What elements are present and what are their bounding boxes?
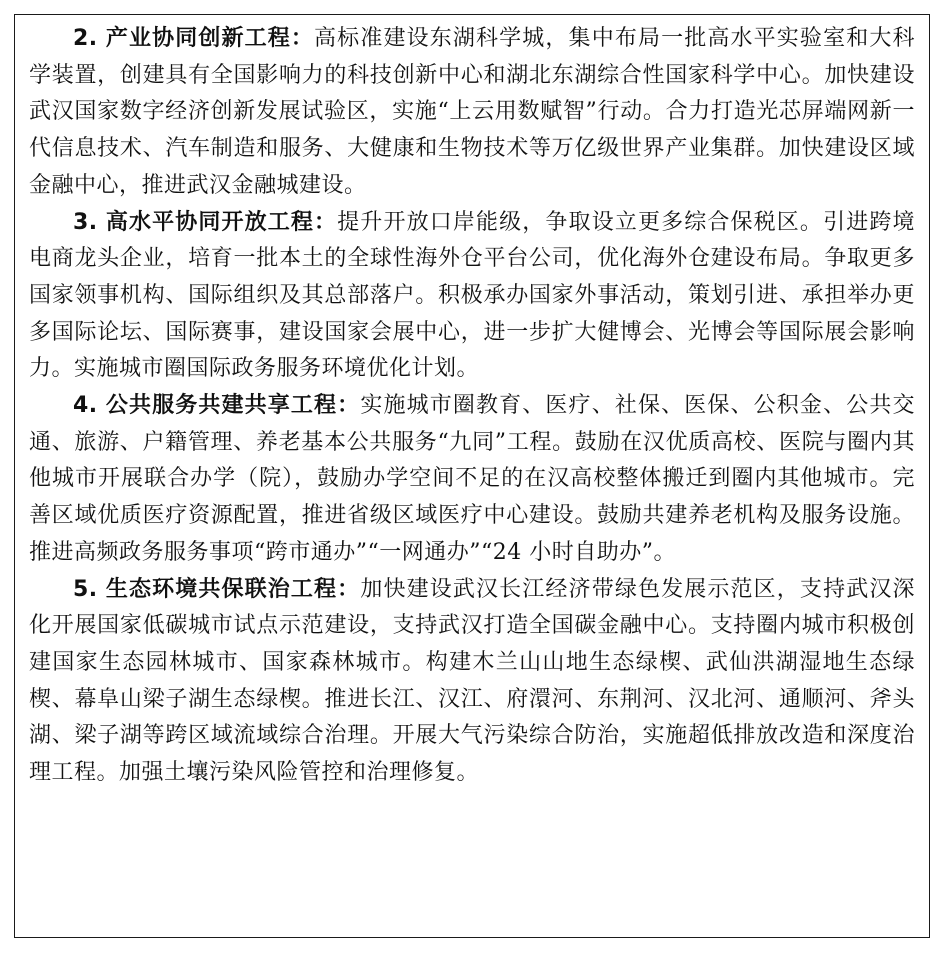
section-body: 加快建设武汉长江经济带绿色发展示范区，支持武汉深化开展国家低碳城市试点示范建设，支持武汉打造全国碳金融中心。支持圈内城市积极创建国家生态园林城市、国家森林城市。构建木兰山山地生态绿楔、武仙洪湖湿地生态绿楔、幕阜山梁子湖生态绿楔。推进长江、汉江、府澴河、东荆河、汉北河、通顺河、斧头湖、梁子湖等跨区域流域综合治理。开展大气污染综合防治，实施超低排放改造和深度治理工程。加强土壤污染风险管控和治理修复。 — [29, 576, 915, 786]
section-title: 生态环境共保联治工程： — [105, 576, 361, 602]
section-2 — [29, 21, 915, 205]
section-title: 公共服务共建共享工程： — [105, 393, 361, 419]
document-frame — [14, 14, 930, 938]
section-body: 高标准建设东湖科学城，集中布局一批高水平实验室和大科学装置，创建具有全国影响力的科技创新中心和湖北东湖综合性国家科学中心。加快建设武汉国家数字经济创新发展试验区，实施“上云用数赋智”行动。合力打造光芯屏端网新一代信息技术、汽车制造和服务、大健康和生物技术等万亿级世界产业集群。加快建设区域金融中心，推进武汉金融城建设。 — [29, 26, 915, 198]
section-number: 4. — [73, 393, 98, 419]
section-body: 提升开放口岸能级，争取设立更多综合保税区。引进跨境电商龙头企业，培育一批本土的全球性海外仓平台公司，优化海外仓建设布局。争取更多国家领事机构、国际组织及其总部落户。积极承办国家外事活动，策划引进、承担举办更多国际论坛、国际赛事，建设国家会展中心，进一步扩大健博会、光博会等国际展会影响力。实施城市圈国际政务服务环境优化计划。 — [29, 209, 915, 382]
section-3 — [29, 205, 915, 389]
section-title: 高水平协同开放工程： — [105, 209, 338, 235]
section-number: 3. — [73, 209, 98, 235]
section-body: 实施城市圈教育、医疗、社保、医保、公积金、公共交通、旅游、户籍管理、养老基本公共服务“九同”工程。鼓励在汉优质高校、医院与圈内其他城市开展联合办学（院），鼓励办学空间不足的在汉高校整体搬迁到圈内其他城市。完善区域优质医疗资源配置，推进省级区域医疗中心建设。鼓励共建养老机构及服务设施。推进高频政务服务事项“跨市通办”“一网通办”“24 小时自助办”。 — [29, 393, 915, 565]
section-5 — [29, 572, 915, 792]
section-title: 产业协同创新工程： — [105, 26, 315, 51]
section-4 — [29, 388, 915, 572]
section-number: 2. — [73, 26, 98, 51]
section-number: 5. — [73, 576, 98, 602]
